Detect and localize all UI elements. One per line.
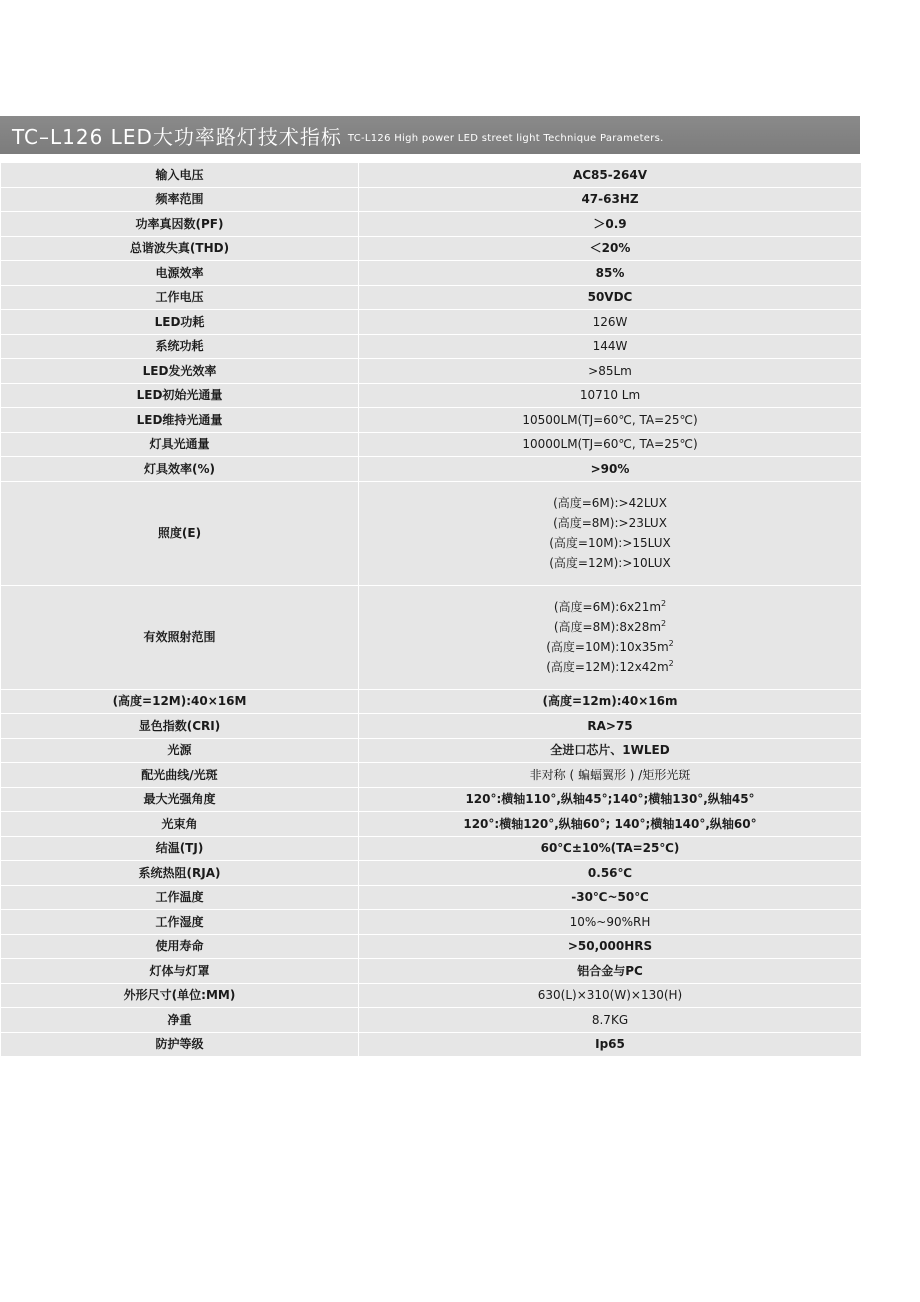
spec-value: 60℃±10%(TA=25℃) — [359, 836, 862, 861]
spec-row — [1, 714, 862, 739]
spec-label: 防护等级 — [1, 1032, 359, 1057]
spec-value: 0.56℃ — [359, 861, 862, 886]
spec-label: 系统功耗 — [1, 334, 359, 359]
spec-row — [1, 934, 862, 959]
spec-row — [1, 983, 862, 1008]
spec-value: 50VDC — [359, 285, 862, 310]
spec-label: 照度(E) — [1, 481, 359, 585]
spec-row — [1, 163, 862, 188]
spec-value: ＜20% — [359, 236, 862, 261]
spec-label: 灯具光通量 — [1, 432, 359, 457]
spec-label: 灯具效率(%) — [1, 457, 359, 482]
spec-label: 有效照射范围 — [1, 585, 359, 689]
spec-value: 铝合金与PC — [359, 959, 862, 984]
spec-row — [1, 432, 862, 457]
spec-value: (高度=12m):40×16m — [359, 689, 862, 714]
spec-row — [1, 861, 862, 886]
spec-value: ＞0.9 — [359, 212, 862, 237]
spec-label: 配光曲线/光斑 — [1, 763, 359, 788]
spec-value-line: (高度=8M):>23LUX — [553, 516, 667, 530]
title-bar — [0, 116, 860, 154]
spec-row — [1, 261, 862, 286]
spec-row — [1, 738, 862, 763]
spec-row — [1, 787, 862, 812]
spec-row — [1, 836, 862, 861]
spec-row — [1, 885, 862, 910]
spec-label: 结温(TJ) — [1, 836, 359, 861]
spec-label: LED功耗 — [1, 310, 359, 335]
spec-value: 126W — [359, 310, 862, 335]
spec-value: 47-63HZ — [359, 187, 862, 212]
spec-table — [0, 162, 862, 1057]
spec-value-line: (高度$=12M):12x42m^2$ — [546, 659, 674, 674]
spec-value: 全进口芯片、1WLED — [359, 738, 862, 763]
spec-label: LED发光效率 — [1, 359, 359, 384]
spec-label: (高度=12M):40×16M — [1, 689, 359, 714]
page-title: TC–L126 LED大功率路灯技术指标 — [12, 124, 342, 149]
spec-value: 630(L)×310(W)×130(H) — [359, 983, 862, 1008]
spec-label: 外形尺寸(单位:MM) — [1, 983, 359, 1008]
spec-label: 显色指数(CRI) — [1, 714, 359, 739]
spec-row — [1, 187, 862, 212]
spec-value-line: (高度=6M):>42LUX — [553, 496, 667, 510]
spec-value: 非对称 ( 蝙蝠翼形 ) /矩形光斑 — [359, 763, 862, 788]
spec-value: 10710 Lm — [359, 383, 862, 408]
spec-value-line: (高度$=6M):6x21m^2$ — [553, 599, 667, 614]
spec-value-line: (高度=12M):>10LUX — [549, 556, 671, 570]
spec-value: 10000LM(TJ=60℃, TA=25℃) — [359, 432, 862, 457]
unit-superscript: 2 — [661, 599, 667, 608]
spec-row — [1, 1032, 862, 1057]
spec-row — [1, 763, 862, 788]
spec-row — [1, 457, 862, 482]
spec-value: 120°:横轴120°,纵轴60°; 140°;横轴140°,纵轴60° — [359, 812, 862, 837]
spec-label: 最大光强角度 — [1, 787, 359, 812]
spec-value-line: (高度$=10M):10x35m^2$ — [546, 639, 674, 654]
spec-value: Ip65 — [359, 1032, 862, 1057]
spec-row — [1, 408, 862, 433]
spec-row — [1, 910, 862, 935]
spec-value: 10%~90%RH — [359, 910, 862, 935]
spec-label: 系统热阻(RJA) — [1, 861, 359, 886]
unit-superscript: 2 — [661, 619, 667, 628]
spec-value-line: (高度$=8M):8x28m^2$ — [553, 619, 667, 634]
spec-label: 工作湿度 — [1, 910, 359, 935]
spec-value: 120°:横轴110°,纵轴45°;140°;横轴130°,纵轴45° — [359, 787, 862, 812]
spec-label: 光源 — [1, 738, 359, 763]
spec-label: LED初始光通量 — [1, 383, 359, 408]
spec-value: RA>75 — [359, 714, 862, 739]
unit-superscript: 2 — [668, 659, 674, 668]
spec-value: 144W — [359, 334, 862, 359]
spec-label: 总谐波失真(THD) — [1, 236, 359, 261]
spec-row — [1, 959, 862, 984]
spec-row-illuminance — [1, 481, 862, 585]
spec-row-coverage — [1, 585, 862, 689]
spec-value-list — [359, 585, 862, 689]
spec-value: 85% — [359, 261, 862, 286]
spec-value: 8.7KG — [359, 1008, 862, 1033]
spec-value-list — [359, 481, 862, 585]
spec-label: 灯体与灯罩 — [1, 959, 359, 984]
spec-value: >90% — [359, 457, 862, 482]
spec-value: >50,000HRS — [359, 934, 862, 959]
spec-label: 工作电压 — [1, 285, 359, 310]
spec-value: -30℃~50℃ — [359, 885, 862, 910]
spec-label: 工作温度 — [1, 885, 359, 910]
spec-row — [1, 1008, 862, 1033]
page-subtitle: TC-L126 High power LED street light Technique Parameters. — [347, 132, 664, 144]
spec-row — [1, 310, 862, 335]
spec-row — [1, 812, 862, 837]
spec-value: 10500LM(TJ=60℃, TA=25℃) — [359, 408, 862, 433]
spec-row — [1, 383, 862, 408]
spec-row — [1, 334, 862, 359]
spec-label: 频率范围 — [1, 187, 359, 212]
spec-value: >85Lm — [359, 359, 862, 384]
spec-label: 净重 — [1, 1008, 359, 1033]
spec-label: 光束角 — [1, 812, 359, 837]
spec-value: AC85-264V — [359, 163, 862, 188]
spec-label: LED维持光通量 — [1, 408, 359, 433]
spec-label: 使用寿命 — [1, 934, 359, 959]
spec-row — [1, 212, 862, 237]
spec-row — [1, 236, 862, 261]
unit-superscript: 2 — [668, 639, 674, 648]
spec-row — [1, 285, 862, 310]
spec-row — [1, 359, 862, 384]
spec-value-line: (高度=10M):>15LUX — [549, 536, 671, 550]
spec-label: 输入电压 — [1, 163, 359, 188]
spec-label: 功率真因数(PF) — [1, 212, 359, 237]
spec-label: 电源效率 — [1, 261, 359, 286]
spec-row — [1, 689, 862, 714]
